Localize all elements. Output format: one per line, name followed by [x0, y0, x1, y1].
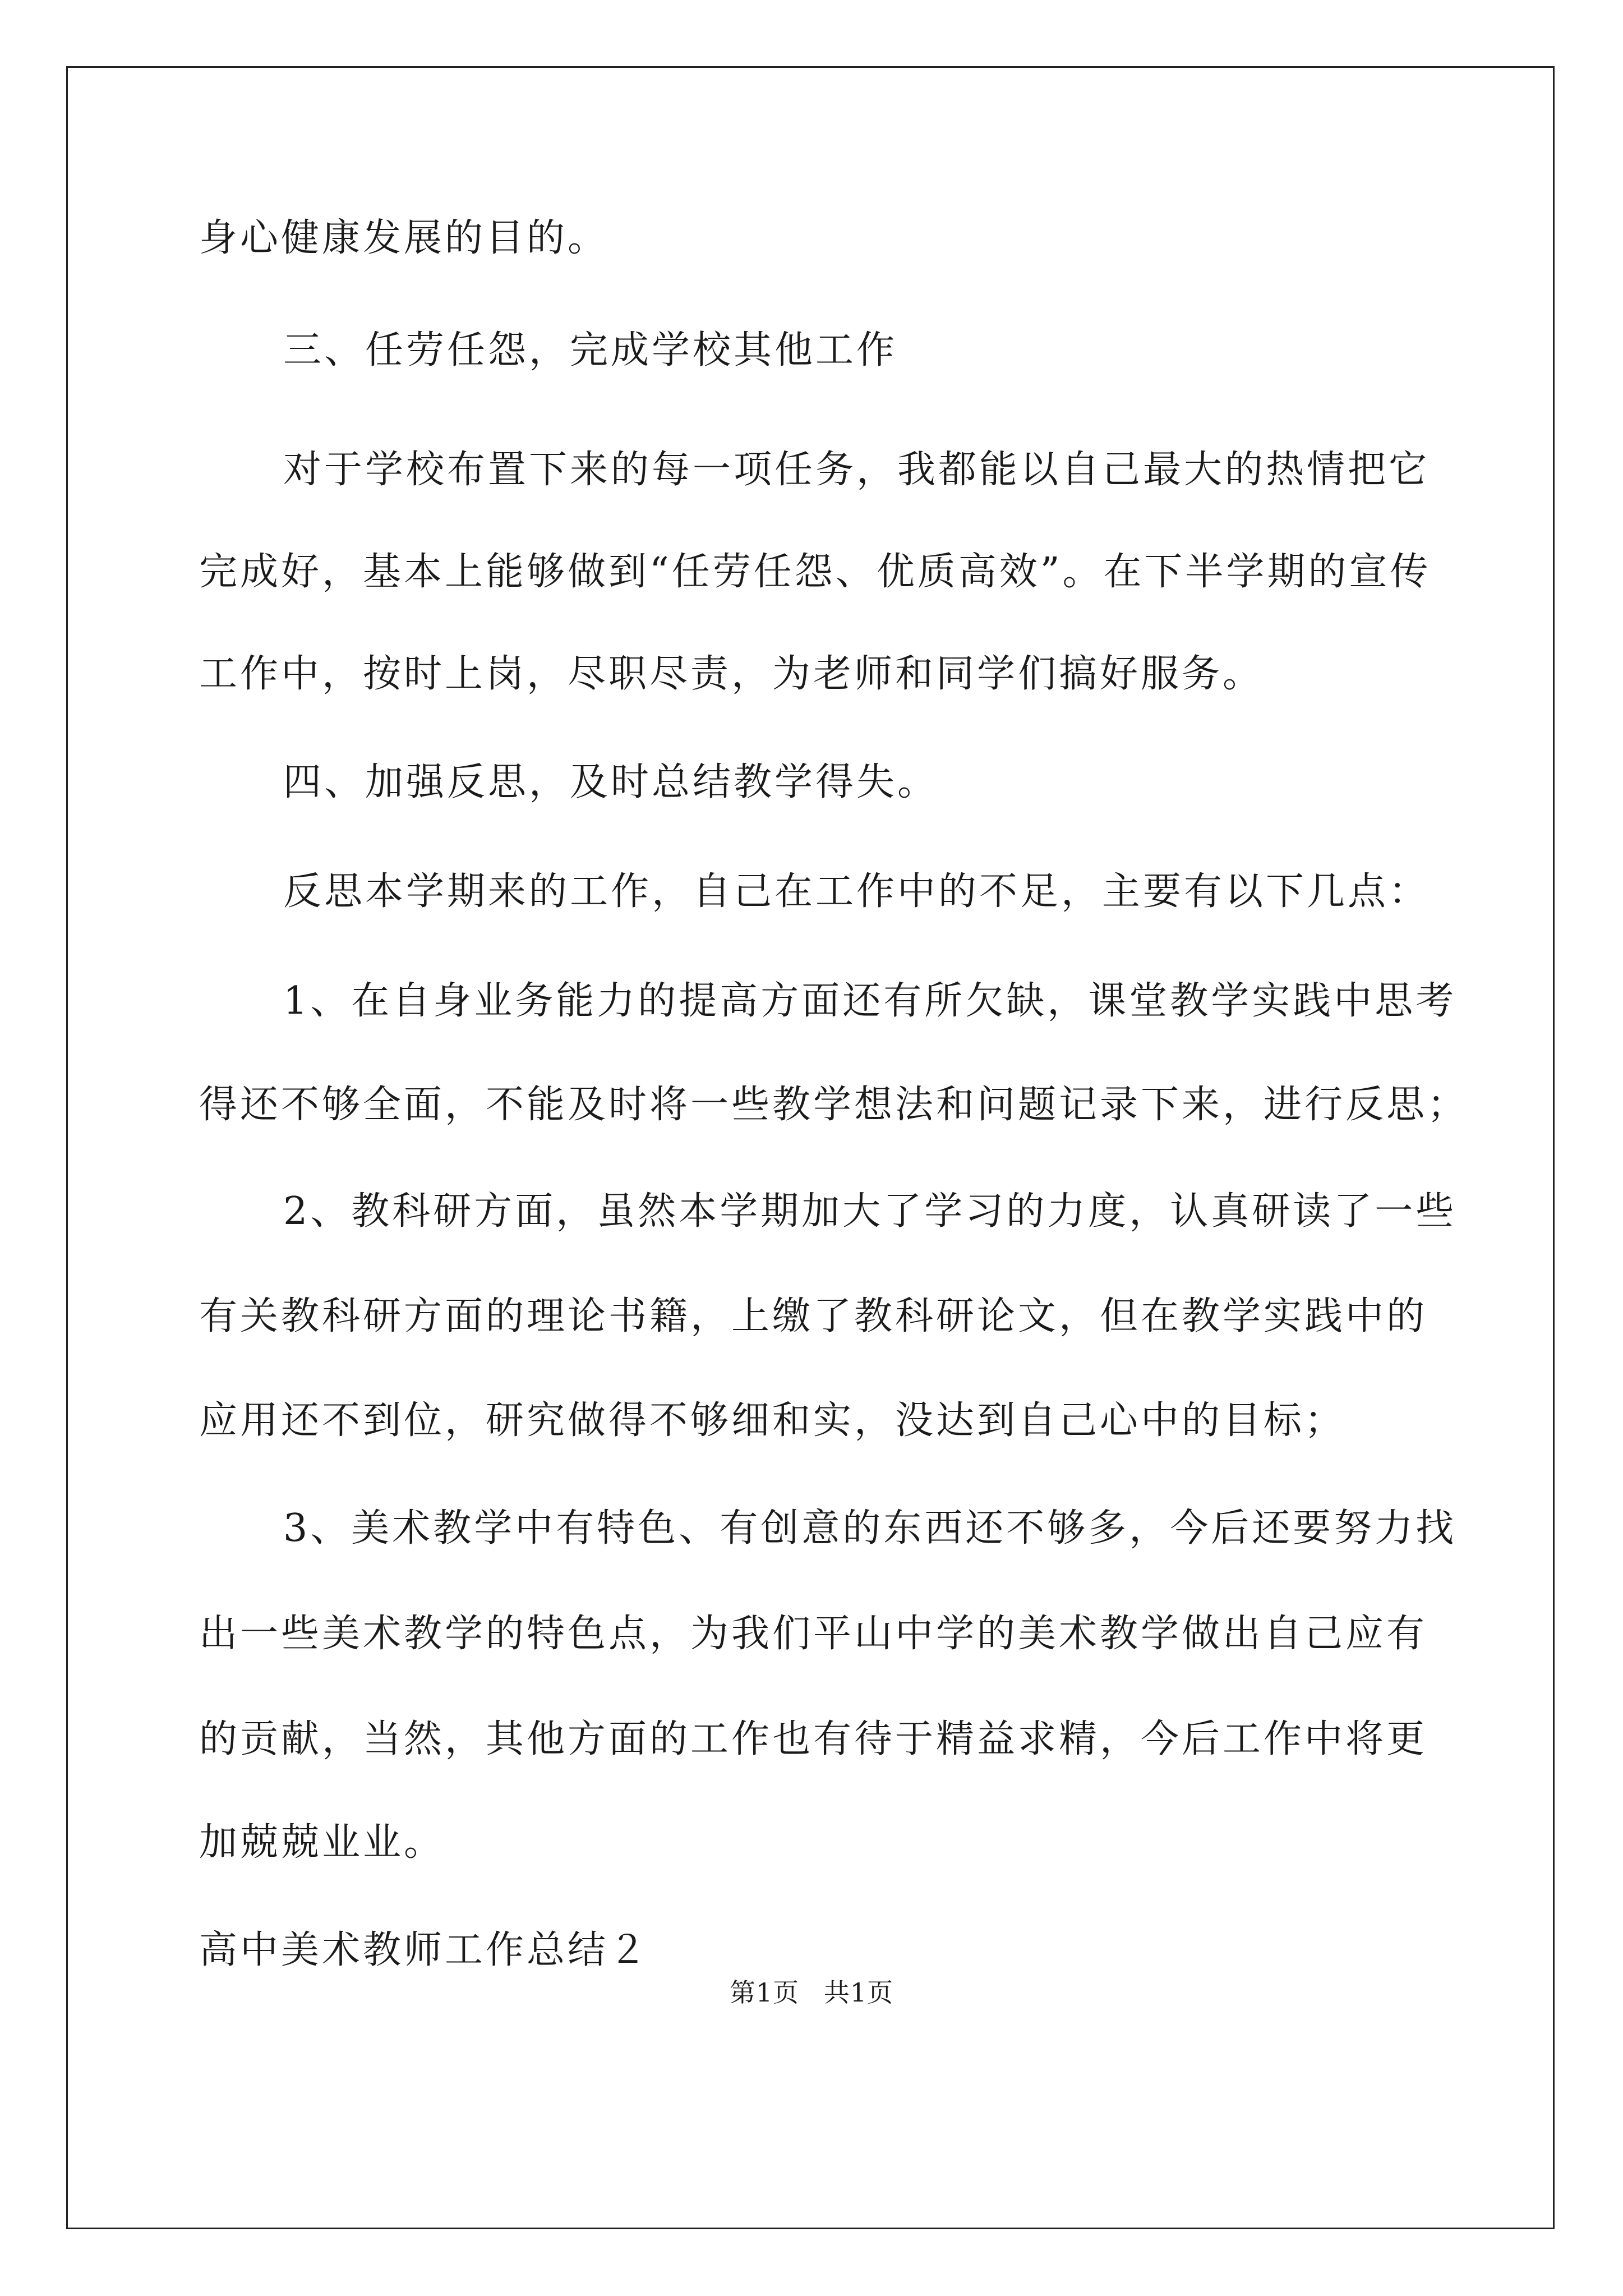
text-line: 应用还不到位，研究做得不够细和实，没达到自己心中的目标； [199, 1398, 1346, 1443]
page-border [66, 66, 1555, 2229]
text-line: 完成好，基本上能够做到“任劳任怨、优质高效”。在下半学期的宣传 [199, 550, 1431, 594]
text-line: 2、教科研方面，虽然本学期加大了学习的力度，认真研读了一些 [283, 1189, 1457, 1234]
document-title: 高中美术教师工作总结２ [199, 1928, 650, 1972]
text-line: 得还不够全面，不能及时将一些教学想法和问题记录下来，进行反思； [199, 1083, 1469, 1127]
page-total: 共1页 [823, 1977, 894, 2008]
text-line: 出一些美术教学的特色点，为我们平山中学的美术教学做出自己应有 [199, 1612, 1428, 1656]
text-line: 身心健康发展的目的。 [199, 216, 609, 260]
text-line: 对于学校布置下来的每一项任务，我都能以自己最大的热情把它 [283, 448, 1430, 492]
text-line: 加兢兢业业。 [199, 1820, 445, 1865]
section-heading: 四、加强反思，及时总结教学得失。 [283, 760, 939, 804]
page-footer [0, 1976, 1623, 2009]
section-heading: 三、任劳任怨，完成学校其他工作 [283, 328, 898, 372]
text-line: 1、在自身业务能力的提高方面还有所欠缺，课堂教学实践中思考 [283, 979, 1457, 1023]
text-line: 3、美术教学中有特色、有创意的东西还不够多，今后还要努力找 [283, 1506, 1457, 1550]
text-line: 有关教科研方面的理论书籍，上缴了教科研论文，但在教学实践中的 [199, 1294, 1428, 1338]
text-line: 反思本学期来的工作，自己在工作中的不足，主要有以下几点： [283, 869, 1430, 914]
text-line: 的贡献，当然，其他方面的工作也有待于精益求精，今后工作中将更 [199, 1717, 1428, 1761]
text-line: 工作中，按时上岗，尽职尽责，为老师和同学们搞好服务。 [199, 652, 1264, 696]
page-number: 第1页 [729, 1977, 800, 2008]
